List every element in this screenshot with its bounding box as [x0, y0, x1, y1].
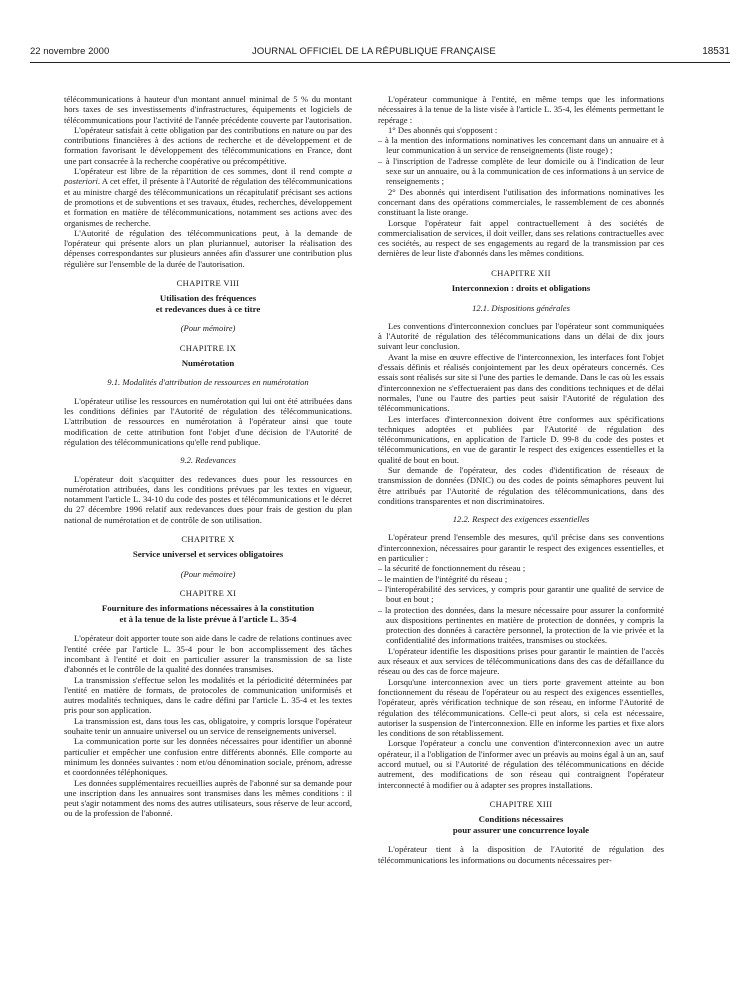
left-column	[64, 94, 352, 819]
chapter-title: Numérotation	[181, 357, 235, 368]
list-item: 1° Des abonnés qui s'opposent :	[388, 124, 498, 135]
list-item: – l'interopérabilité des services, y compris pour garantir une qualité de service de bout en bout ;	[378, 583, 664, 605]
paragraph: Les données supplémentaires recueillies auprès de l'abonné sur sa demande pour une inscription dans les annuaires sont transmises dans les mêmes conditions : il peut s'agir notamment des noms des autres utilisateurs, sous réserve de leur accord, ou de la profession de l'abonné.	[64, 777, 352, 819]
paragraph: Lorsque l'opérateur fait appel contractuellement à des sociétés de commercialisation de services, il doit veiller, dans ses relations contractuelles avec ces sociétés, au respect de ses engagements au regard de la transmission par ces dernières de leur liste d'abonnés dans les mêmes conditions.	[378, 217, 664, 259]
section-heading: 12.1. Dispositions générales	[472, 302, 570, 313]
header-title: JOURNAL OFFICIEL DE LA RÉPUBLIQUE FRANÇAISE	[252, 46, 496, 57]
paragraph: L'opérateur identifie les dispositions prises pour garantir le maintien de l'accès aux réseaux et aux services de télécommunications dans des cas de défaillance du réseau ou des cas de force majeure.	[378, 645, 664, 677]
header-page-number: 18531	[702, 46, 730, 57]
paragraph: Les conventions d'interconnexion conclues par l'opérateur sont communiquées à l'Autorité de régulation des télécommunications dans un délai de dix jours suivant leur conclusion.	[378, 320, 664, 352]
chapter-heading: CHAPITRE XI	[179, 588, 237, 599]
chapter-title	[64, 603, 352, 624]
paragraph: L'opérateur satisfait à cette obligation par des contributions en nature ou par des contributions financières à des actions de recherche et de développement et de formation favorisant le développement des télécommunications en France, dont une part consacrée à la recherche coopérative ou précompétitive.	[64, 124, 352, 166]
chapter-title-line: Fourniture des informations nécessaires à la constitution	[101, 603, 315, 614]
list-item: 2° Des abonnés qui interdisent l'utilisation des informations nominatives les concernant dans des opérations commerciales, le rassemblement de ces abonnés constituant la liste orange.	[378, 186, 664, 218]
chapter-title	[64, 293, 352, 314]
section-heading: 12.2. Respect des exigences essentielles	[452, 514, 590, 525]
right-column	[378, 94, 664, 865]
list-item: – la protection des données, dans la mesure nécessaire pour assurer la conformité aux dispositions pertinentes en matière de protection de données, y compris la protection des données à caractère personnel, la protection de la vie privée et la confidentialité des informations traitées, transmises ou stockées.	[378, 604, 664, 646]
paragraph: L'opérateur tient à la disposition de l'Autorité de régulation des télécommunications les informations ou documents nécessaires per-	[378, 844, 664, 865]
paragraph: télécommunications à hauteur d'un montant annuel minimal de 5 % du montant hors taxes de ses investissements d'infrastructures, équipements et logiciels de télécommunications pour l'activité de l'année précédente couverte par l'autorisation.	[64, 94, 352, 125]
paragraph: Sur demande de l'opérateur, des codes d'identification de réseaux de transmission de données (DNIC) ou des codes de points sémaphores peuvent lui être attribués par l'Autorité de régulation des télécommunications, dans des conditions transparentes et non discriminatoires.	[378, 465, 664, 506]
chapter-title-line: Utilisation des fréquences	[159, 293, 257, 304]
paragraph: La transmission est, dans tous les cas, obligatoire, y compris lorsque l'opérateur souhaite tenir un annuaire universel ou un service de renseignements universel.	[64, 715, 352, 737]
chapter-heading: CHAPITRE IX	[179, 342, 237, 353]
text-run: . A cet effet, il présente à l'Autorité de régulation des télécommunications et au ministre chargé des télécommunications un récapitulatif précisant ses actions de promotions et de subventions et ses travaux, études, recherches, développement et formation en matière de télécommunications, notamment ses actions avec des organismes de recherche.	[64, 176, 352, 228]
text-run: L'opérateur est libre de la répartition de ces sommes, dont il rend compte	[74, 166, 348, 177]
chapter-title: Service universel et services obligatoires	[132, 549, 284, 560]
chapter-title-line: et à la tenue de la liste prévue à l'article L. 35-4	[119, 613, 297, 624]
paragraph: Lorsqu'une interconnexion avec un tiers porte gravement atteinte au bon fonctionnement du réseau de l'opérateur ou au respect des exigences essentielles, l'opérateur, après vérification technique de son réseau, en informe l'Autorité de régulation des télécommunications. Celle-ci peut alors, si cela est nécessaire, autoriser la suspension de l'interconnexion. Elle en informe les parties et fixe alors les conditions de son rétablissement.	[378, 676, 664, 739]
header-rule	[30, 62, 730, 63]
memo-note: (Pour mémoire)	[180, 568, 236, 579]
list-item: – à la mention des informations nominatives les concernant dans un annuaire et à leur communication à un service de renseignements (liste rouge) ;	[378, 135, 664, 156]
paragraph	[64, 166, 352, 228]
paragraph: L'opérateur utilise les ressources en numérotation qui lui ont été attribuées dans les conditions définies par l'Autorité de régulation des télécommunications. L'attribution de ressources en numérotation à l'opérateur ainsi que toute modification de cette attribution font l'objet d'une décision de l'Autorité de régulation des télécommunications qu'elle rend publique.	[64, 395, 352, 447]
italic-run: a posteriori	[64, 166, 352, 187]
chapter-heading: CHAPITRE VIII	[176, 278, 240, 289]
chapter-title-line: et redevances dues à ce titre	[155, 303, 261, 314]
paragraph: La communication porte sur les données nécessaires pour identifier un abonné particulier et empêcher une confusion entre différents abonnés. Elle comporte au minimum les données suivantes : nom et/ou dénomination sociale, prénom, adresse et coordonnées téléphoniques.	[64, 736, 352, 778]
paragraph: L'opérateur doit apporter toute son aide dans le cadre de relations continues avec l'entité créée par l'article L. 35-4 pour le bon accomplissement des tâches incombant à l'entité et doit en particulier assurer la transmission de sa liste d'abonnés et le contrôle de la qualité des données transmises.	[64, 633, 352, 675]
section-heading: 9.2. Redevances	[180, 455, 236, 466]
section-heading: 9.1. Modalités d'attribution de ressources en numérotation	[107, 377, 309, 388]
paragraph: L'opérateur doit s'acquitter des redevances dues pour les ressources en numérotation attribuées, dans les conditions prévues par les textes en vigueur, notamment l'article L. 34-10 du code des postes et télécommunications et le décret du 27 décembre 1996 relatif aux redevances dues pour frais de gestion du plan national de numérotation et de contrôle de son utilisation.	[64, 473, 352, 525]
chapter-title-line: Conditions nécessaires	[478, 814, 564, 825]
paragraph: La transmission s'effectue selon les modalités et la périodicité déterminées par l'entité en matière de formats, de protocoles de communication uniformisés et autres modalités techniques, dans le cadre défini par l'article L. 35-4 et les textes pris pour son application.	[64, 674, 352, 716]
list-item: – à l'inscription de l'adresse complète de leur domicile ou à l'indication de leur sexe sur un annuaire, ou à la communication de ces informations à un service de renseignements ;	[378, 155, 664, 187]
paragraph: Lorsque l'opérateur a conclu une convention d'interconnexion avec un autre opérateur, il a l'obligation de l'informer avec un préavis au moins égal à un an, sauf accord mutuel, ou si l'Autorité de régulation des télécommunications en décide autrement, des modifications de son réseau qui contraignent l'opérateur interconnecté à modifier ou à adapter ses propres installations.	[378, 738, 664, 790]
chapter-heading: CHAPITRE XIII	[489, 798, 553, 809]
list-item: – la sécurité de fonctionnement du réseau ;	[378, 563, 526, 574]
paragraph: Les interfaces d'interconnexion doivent être conformes aux spécifications techniques adoptées et publiées par l'Autorité de régulation des télécommunications, en application de l'article D. 99-8 du code des postes et télécommunications, en vue de garantir le respect des exigences essentielles et la qualité de bout en bout.	[378, 413, 664, 465]
paragraph: L'Autorité de régulation des télécommunications peut, à la demande de l'opérateur qui présente alors un plan pluriannuel, autoriser la réalisation des dépenses correspondantes sur plusieurs années afin d'assurer une contribution plus régulière sur l'ensemble de la durée de l'autorisation.	[64, 227, 352, 269]
paragraph: Avant la mise en œuvre effective de l'interconnexion, les interfaces font l'objet d'essais définis et réalisés conjointement par les deux opérateurs concernés. Ces essais sont réalisés sur site si l'une des parties le demande. Dans le cas où les essais d'interconnexion ne s'effectueraient pas dans des conditions techniques et de délai normales, l'une ou l'autre des parties peut saisir l'Autorité de régulation des télécommunications.	[378, 351, 664, 414]
list-item: – le maintien de l'intégrité du réseau ;	[378, 573, 508, 584]
chapter-heading: CHAPITRE X	[181, 534, 235, 544]
chapter-title: Interconnexion : droits et obligations	[451, 283, 591, 294]
paragraph: L'opérateur prend l'ensemble des mesures, qu'il précise dans ses conventions d'interconnexion, nécessaires pour garantir le respect des exigences essentielles, et en particulier :	[378, 532, 664, 564]
header-date: 22 novembre 2000	[30, 46, 110, 57]
chapter-title-line: pour assurer une concurrence loyale	[452, 824, 590, 835]
paragraph: L'opérateur communique à l'entité, en même temps que les informations nécessaires à la tenue de la liste visée à l'article L. 35-4, les éléments permettant le repérage :	[378, 94, 664, 125]
chapter-heading: CHAPITRE XII	[491, 267, 551, 278]
memo-note: (Pour mémoire)	[180, 323, 236, 334]
chapter-title	[378, 814, 664, 835]
page-header	[30, 46, 730, 60]
